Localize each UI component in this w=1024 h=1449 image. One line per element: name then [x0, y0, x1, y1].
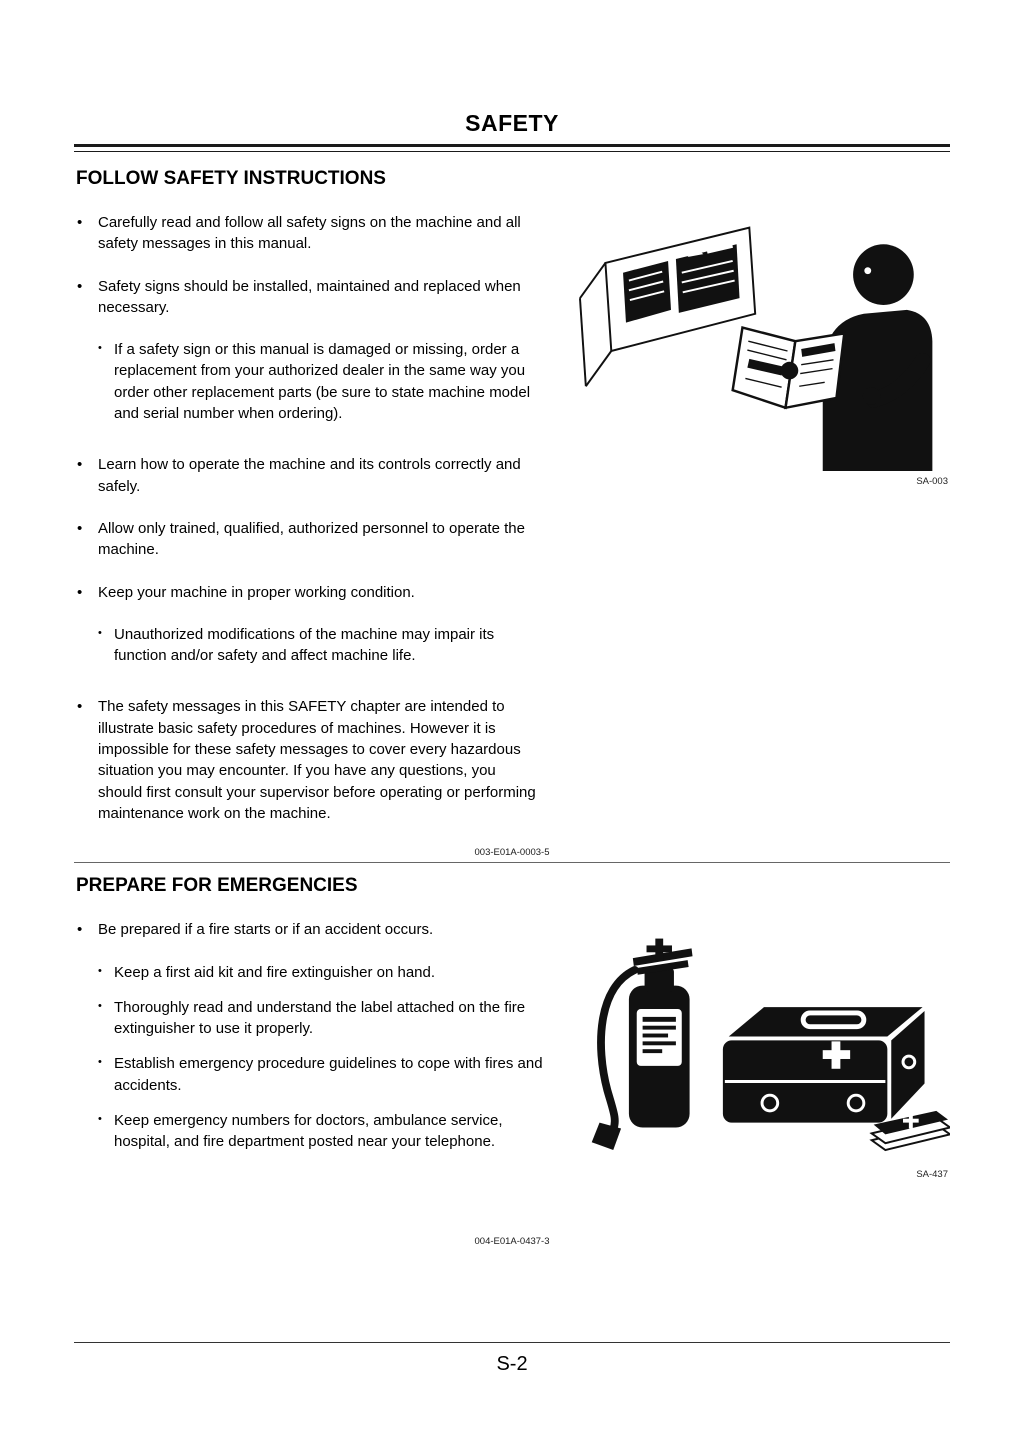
sub-bullet-marker: •: [98, 999, 102, 1012]
list-item: [74, 518, 544, 561]
item-text: Keep emergency numbers for doctors, ambulance service, hospital, and fire department posted near your telephone.: [114, 1112, 503, 1151]
bullet-marker: •: [77, 214, 83, 231]
list-item: [74, 919, 544, 940]
list-subitem: [95, 1110, 544, 1153]
bullet-marker: •: [77, 456, 83, 474]
reading-manual-illustration: [578, 212, 950, 471]
item-text: Keep your machine in proper working condition.: [98, 583, 415, 601]
section-heading: PREPARE FOR EMERGENCIES: [76, 875, 358, 897]
sub-bullet-marker: •: [98, 626, 102, 639]
bullet-marker: •: [77, 698, 83, 716]
item-text: Allow only trained, qualified, authorized personnel to operate the machine.: [98, 519, 525, 559]
extinguisher-label: [637, 1009, 682, 1066]
bullet-marker: •: [77, 277, 83, 295]
section-follow-safety-instructions: [74, 168, 950, 858]
section-code: 004-E01A-0437-3: [474, 1235, 550, 1247]
sub-bullet-marker: •: [98, 342, 102, 355]
first-aid-kit: [723, 1007, 925, 1123]
machine-panel: [605, 228, 755, 351]
figure-emergency-equipment: [578, 919, 950, 1164]
list-subitem: [95, 997, 544, 1040]
item-text: Be prepared if a fire starts or if an accident occurs.: [98, 921, 434, 939]
item-text: If a safety sign or this manual is damaged or missing, order a replacement from your authorized dealer in the same way you order other replacement parts (be sure to state machine model and serial number when ordering).: [114, 341, 531, 423]
bullet-marker: •: [77, 519, 83, 537]
page-title: SAFETY: [465, 110, 559, 136]
list-subitem: [95, 962, 544, 983]
item-text: Establish emergency procedure guidelines to cope with fires and accidents.: [114, 1055, 543, 1094]
figure-column: [544, 919, 950, 1180]
item-text: Unauthorized modifications of the machine may impair its function and/or safety and affect machine life.: [114, 625, 495, 665]
figure-caption: SA-437: [916, 1168, 948, 1180]
list-subitem: [95, 1053, 544, 1096]
section-code: 003-E01A-0003-5: [474, 847, 550, 859]
item-text: Safety signs should be installed, maintained and replaced when necessary.: [98, 277, 521, 316]
list-subitem: [95, 339, 544, 424]
list-subitem: [95, 624, 544, 667]
section-prepare-for-emergencies: [74, 875, 950, 1247]
item-text: Keep a first aid kit and fire extinguisher on hand.: [114, 963, 436, 981]
item-text: Carefully read and follow all safety signs on the machine and all safety messages in this manual.: [98, 214, 521, 253]
section-divider: [74, 862, 950, 863]
list-item: [74, 454, 544, 497]
item-text: Thoroughly read and understand the label attached on the fire extinguisher to use it properly.: [114, 998, 526, 1038]
bullet-list: [74, 212, 544, 845]
list-item: [74, 212, 544, 255]
list-item: [74, 582, 544, 603]
header-rule: [74, 144, 950, 152]
list-item: [74, 696, 544, 824]
sub-bullet-marker: •: [98, 1056, 102, 1069]
bullet-marker: •: [77, 583, 83, 601]
list-item: [74, 276, 544, 319]
figure-reading-manual: [578, 212, 950, 471]
page-footer: [74, 1342, 950, 1376]
emergency-equipment-illustration: [578, 919, 950, 1164]
page-header: [74, 110, 950, 152]
bullet-list: [74, 919, 544, 1166]
sub-bullet-marker: •: [98, 964, 102, 977]
item-text: The safety messages in this SAFETY chapter are intended to illustrate basic safety procedures of machines. However it is impossible for these safety messages to cover every hazardous situation you may encounter. If you have any questions, you should first consult your supervisor before operating or performing maintenance work on the machine.: [98, 698, 536, 822]
section-heading: FOLLOW SAFETY INSTRUCTIONS: [76, 168, 386, 189]
figure-caption: SA-003: [916, 476, 948, 488]
page-number: S-2: [496, 1353, 528, 1375]
sub-bullet-marker: •: [98, 1113, 102, 1126]
figure-column: [544, 212, 950, 487]
fire-extinguisher: [592, 939, 693, 1150]
bullet-marker: •: [77, 921, 83, 939]
item-text: Learn how to operate the machine and its controls correctly and safely.: [98, 456, 521, 495]
